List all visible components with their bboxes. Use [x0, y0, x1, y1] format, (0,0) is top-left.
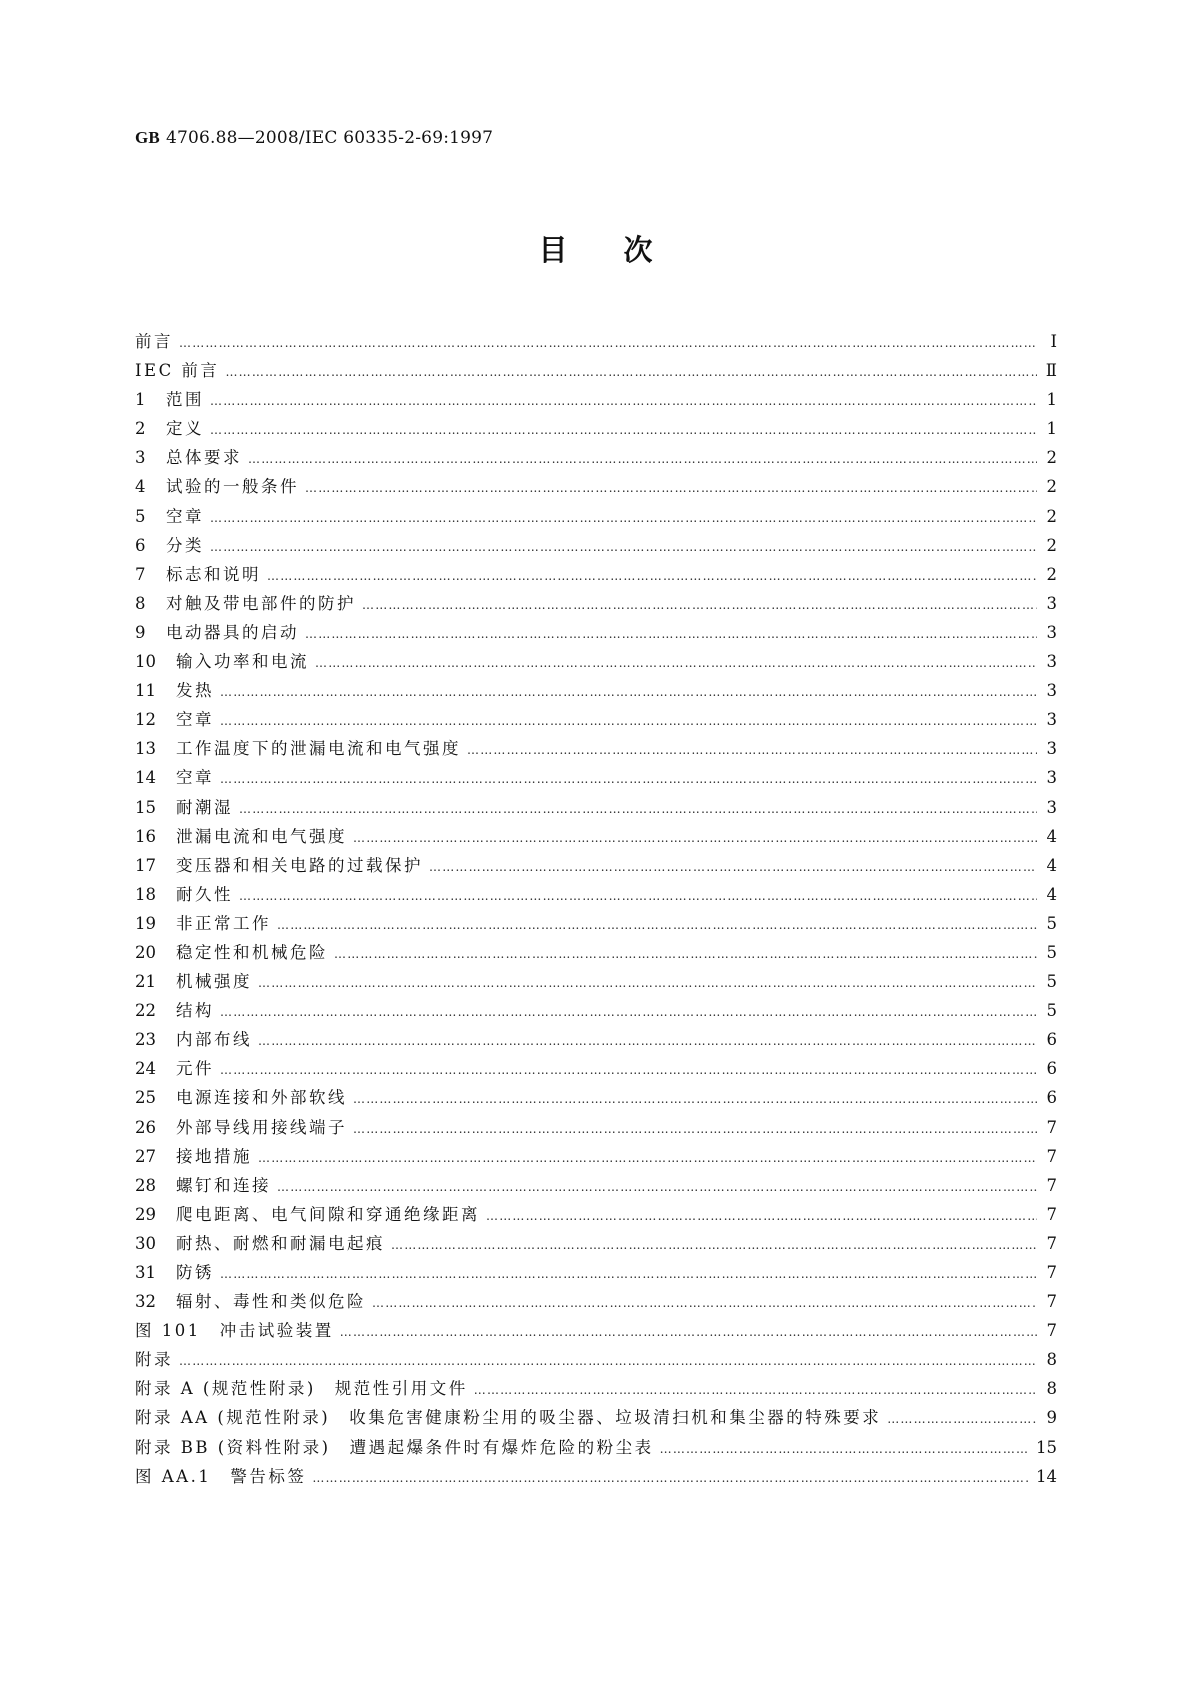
toc-entry[interactable]: [135, 852, 1057, 881]
page-title: 目次: [538, 233, 709, 267]
toc-entry-number: 17: [135, 855, 156, 875]
toc-entry[interactable]: [135, 997, 1057, 1026]
toc-entry-number: 27: [135, 1146, 156, 1166]
toc-entry-page: 4: [1046, 884, 1057, 904]
toc-entry[interactable]: [135, 823, 1057, 852]
toc-entry-page: 6: [1046, 1030, 1057, 1050]
toc-entry-page: 3: [1046, 710, 1057, 730]
toc-entry-page: 7: [1046, 1321, 1057, 1341]
toc-entry[interactable]: [135, 1404, 1057, 1433]
toc-entry-page: 1: [1046, 419, 1057, 439]
toc-entry-page: 6: [1046, 1059, 1057, 1079]
toc-leader-dots: [353, 1092, 1037, 1106]
toc-entry[interactable]: [135, 473, 1057, 502]
toc-entry-page: 7: [1046, 1263, 1057, 1282]
toc-entry-label: 结构: [176, 1001, 214, 1021]
toc-entry-label: 螺钉和连接: [176, 1175, 271, 1195]
standard-code: GB: [135, 128, 160, 147]
toc-entry-label: 泄漏电流和电气强度: [176, 826, 347, 846]
toc-entry-page: 3: [1046, 652, 1057, 672]
toc-leader-dots: [267, 569, 1037, 583]
toc-entry[interactable]: [135, 794, 1057, 823]
toc-entry-label: 电动器具的启动: [166, 622, 299, 642]
toc-entry[interactable]: [135, 968, 1057, 997]
toc-entry-label: 对触及带电部件的防护: [166, 593, 356, 613]
toc-leader-dots: [340, 1325, 1037, 1339]
toc-entry[interactable]: [135, 1259, 1057, 1288]
toc-entry-number: 20: [135, 942, 156, 962]
toc-entry-page: 3: [1046, 622, 1057, 642]
toc-entry-number: 5: [135, 506, 146, 526]
toc-leader-dots: [305, 481, 1037, 495]
toc-entry-number: 8: [135, 593, 146, 613]
toc-entry-label: 标志和说明: [166, 564, 261, 584]
toc-entry[interactable]: [135, 1346, 1057, 1375]
toc-entry-number: 28: [135, 1175, 156, 1195]
toc-entry-number: 6: [135, 535, 146, 555]
toc-entry-label: 附录: [135, 1350, 173, 1370]
standard-designation: 4706.88—2008/IEC 60335-2-69:1997: [165, 128, 494, 148]
toc-entry[interactable]: [135, 1434, 1057, 1463]
toc-entry-number: 16: [135, 826, 156, 846]
toc-entry-page: 5: [1046, 913, 1057, 933]
toc-entry-page: 3: [1046, 739, 1057, 759]
toc-entry-page: 8: [1046, 1379, 1057, 1399]
toc-entry-number: 2: [135, 419, 146, 439]
toc-entry-label: 元件: [176, 1059, 214, 1079]
toc-leader-dots: [210, 540, 1037, 554]
toc-entry-page: 14: [1036, 1466, 1057, 1486]
toc-entry-label: 耐热、耐燃和耐漏电起痕: [176, 1233, 385, 1253]
toc-leader-dots: [239, 889, 1037, 903]
toc-entry-number: 7: [135, 564, 146, 584]
toc-leader-dots: [467, 743, 1037, 757]
toc-entry-label: 图 AA.1 警告标签: [135, 1466, 307, 1486]
toc-entry-page: 4: [1046, 826, 1057, 846]
toc-leader-dots: [220, 772, 1037, 786]
toc-entry-label: 耐久性: [176, 884, 233, 904]
toc-leader-dots: [362, 598, 1037, 612]
toc-entry[interactable]: [135, 1288, 1057, 1317]
toc-leader-dots: [305, 627, 1037, 641]
toc-entry[interactable]: [135, 939, 1057, 968]
toc-entry-label: 分类: [166, 535, 204, 555]
toc-entry-label: 机械强度: [176, 972, 252, 992]
toc-leader-dots: [220, 1267, 1037, 1281]
toc-entry-label: 非正常工作: [176, 913, 271, 933]
toc-leader-dots: [486, 1209, 1037, 1223]
toc-entry[interactable]: [135, 764, 1057, 793]
toc-entry-number: 9: [135, 622, 146, 642]
toc-entry-page: 7: [1046, 1146, 1057, 1166]
toc-entry-label: 总体要求: [166, 448, 242, 468]
toc-entry-label: 前言: [135, 332, 173, 351]
toc-leader-dots: [225, 365, 1037, 379]
toc-leader-dots: [210, 394, 1037, 408]
toc-entry-label: 附录 A (规范性附录) 规范性引用文件: [135, 1379, 468, 1399]
toc-leader-dots: [277, 918, 1037, 932]
toc-entry-page: 5: [1046, 1001, 1057, 1021]
toc-entry-label: 内部布线: [176, 1030, 252, 1050]
toc-entry-label: 接地措施: [176, 1146, 252, 1166]
toc-leader-dots: [179, 1354, 1037, 1368]
toc-entry-number: 24: [135, 1059, 156, 1079]
toc-entry-number: 10: [135, 652, 156, 672]
toc-entry[interactable]: [135, 1317, 1057, 1346]
toc-entry-number: 29: [135, 1204, 156, 1224]
toc-entry-page: 2: [1046, 535, 1057, 555]
toc-leader-dots: [660, 1442, 1028, 1456]
toc-entry-page: 8: [1046, 1350, 1057, 1370]
toc-entry-page: 6: [1046, 1088, 1057, 1108]
toc-entry[interactable]: [135, 503, 1057, 532]
toc-entry-page: 5: [1046, 942, 1057, 962]
toc-entry-number: 26: [135, 1117, 156, 1137]
toc-leader-dots: [220, 685, 1037, 699]
toc-entry-label: 附录 AA (规范性附录) 收集危害健康粉尘用的吸尘器、垃圾清扫机和集尘器的特殊要求: [135, 1408, 882, 1428]
toc-leader-dots: [887, 1412, 1037, 1426]
toc-entry[interactable]: [135, 735, 1057, 764]
toc-entry[interactable]: [135, 532, 1057, 561]
toc-entry-number: 25: [135, 1088, 156, 1108]
toc-leader-dots: [429, 860, 1037, 874]
toc-entry[interactable]: [135, 1230, 1057, 1259]
toc-entry-label: 工作温度下的泄漏电流和电气强度: [176, 739, 461, 759]
toc-entry[interactable]: [135, 1201, 1057, 1230]
toc-leader-dots: [312, 1471, 1028, 1485]
toc-entry[interactable]: [135, 1084, 1057, 1113]
toc-entry-page: 9: [1046, 1408, 1057, 1428]
toc-entry-page: 2: [1046, 564, 1057, 584]
toc-entry-number: 1: [135, 390, 146, 410]
toc-entry[interactable]: [135, 415, 1057, 444]
toc-leader-dots: [179, 336, 1037, 350]
toc-entry-page: Ⅱ: [1045, 361, 1057, 381]
toc-entry-label: 耐潮湿: [176, 797, 233, 817]
toc-entry-number: 12: [135, 710, 156, 730]
toc-leader-dots: [210, 511, 1037, 525]
toc-entry[interactable]: [135, 648, 1057, 677]
toc-entry-number: 15: [135, 797, 156, 817]
toc-entry-number: 19: [135, 913, 156, 933]
toc-entry-page: 15: [1036, 1437, 1057, 1457]
toc-entry-page: 3: [1046, 593, 1057, 613]
toc-entry[interactable]: [135, 706, 1057, 735]
toc-entry-page: 2: [1046, 506, 1057, 526]
toc-entry-page: 2: [1046, 448, 1057, 468]
toc-entry[interactable]: [135, 619, 1057, 648]
toc-entry-number: 30: [135, 1233, 156, 1253]
toc-entry-label: 稳定性和机械危险: [176, 942, 328, 962]
toc-entry[interactable]: [135, 1026, 1057, 1055]
toc-entry-page: 7: [1046, 1117, 1057, 1137]
toc-entry-label: IEC 前言: [135, 361, 220, 381]
toc-entry-number: 18: [135, 884, 156, 904]
toc-entry[interactable]: [135, 444, 1057, 473]
toc-entry-label: 爬电距离、电气间隙和穿通绝缘距离: [176, 1204, 480, 1224]
toc-leader-dots: [258, 976, 1037, 990]
toc-entry-page: 4: [1046, 855, 1057, 875]
toc-entry[interactable]: [135, 1375, 1057, 1404]
toc-entry[interactable]: [135, 590, 1057, 619]
toc-leader-dots: [474, 1383, 1037, 1397]
toc-leader-dots: [353, 1122, 1037, 1136]
toc-leader-dots: [258, 1151, 1037, 1165]
toc-leader-dots: [372, 1296, 1037, 1310]
toc-entry-number: 13: [135, 739, 156, 759]
toc-entry-label: 附录 BB (资料性附录) 遭遇起爆条件时有爆炸危险的粉尘表: [135, 1437, 654, 1457]
toc-entry-page: 2: [1046, 477, 1057, 497]
toc-entry[interactable]: [135, 1114, 1057, 1143]
toc-entry-label: 输入功率和电流: [176, 652, 309, 672]
toc-entry-page: 3: [1046, 681, 1057, 701]
toc-entry-number: 4: [135, 477, 146, 497]
toc-entry-label: 范围: [166, 390, 204, 410]
toc-entry-page: 5: [1046, 972, 1057, 992]
toc-entry-page: 7: [1046, 1292, 1057, 1312]
toc-entry-label: 辐射、毒性和类似危险: [176, 1292, 366, 1312]
toc-entry[interactable]: [135, 910, 1057, 939]
toc-entry[interactable]: [135, 1463, 1057, 1492]
toc-entry-number: 22: [135, 1001, 156, 1021]
toc-entry[interactable]: [135, 386, 1057, 415]
toc-entry-number: 32: [135, 1292, 156, 1312]
toc-entry-label: 空章: [166, 506, 204, 526]
toc-leader-dots: [239, 802, 1037, 816]
table-of-contents: [135, 328, 1057, 1492]
toc-entry[interactable]: [135, 881, 1057, 910]
toc-entry-number: 3: [135, 448, 146, 468]
toc-entry-page: 7: [1046, 1175, 1057, 1195]
toc-leader-dots: [220, 1005, 1037, 1019]
toc-entry[interactable]: [135, 1172, 1057, 1201]
toc-entry[interactable]: [135, 357, 1057, 386]
toc-entry-label: 防锈: [176, 1263, 214, 1282]
toc-entry-number: 31: [135, 1263, 156, 1282]
toc-entry-label: 定义: [166, 419, 204, 439]
toc-entry[interactable]: [135, 328, 1057, 357]
toc-leader-dots: [210, 423, 1037, 437]
toc-entry-label: 空章: [176, 768, 214, 788]
toc-entry[interactable]: [135, 1055, 1057, 1084]
toc-entry-page: 7: [1046, 1204, 1057, 1224]
toc-entry-label: 发热: [176, 681, 214, 701]
toc-entry-label: 图 101 冲击试验装置: [135, 1321, 334, 1341]
toc-entry-page: 7: [1046, 1233, 1057, 1253]
toc-entry-number: 23: [135, 1030, 156, 1050]
toc-entry-page: Ⅰ: [1050, 332, 1057, 351]
toc-leader-dots: [248, 452, 1037, 466]
toc-leader-dots: [258, 1034, 1037, 1048]
toc-leader-dots: [315, 656, 1037, 670]
toc-entry-number: 14: [135, 768, 156, 788]
toc-leader-dots: [391, 1238, 1037, 1252]
toc-entry-number: 21: [135, 972, 156, 992]
toc-entry-page: 3: [1046, 768, 1057, 788]
toc-entry[interactable]: [135, 677, 1057, 706]
toc-entry-label: 试验的一般条件: [166, 477, 299, 497]
toc-entry-label: 外部导线用接线端子: [176, 1117, 347, 1137]
toc-entry-label: 变压器和相关电路的过载保护: [176, 855, 423, 875]
toc-entry-label: 空章: [176, 710, 214, 730]
toc-entry-label: 电源连接和外部软线: [176, 1088, 347, 1108]
toc-leader-dots: [353, 831, 1037, 845]
toc-entry-page: 1: [1046, 390, 1057, 410]
toc-entry-number: 11: [135, 681, 156, 701]
toc-entry-page: 3: [1046, 797, 1057, 817]
toc-leader-dots: [277, 1180, 1037, 1194]
standard-header: [135, 128, 493, 148]
toc-leader-dots: [220, 714, 1037, 728]
toc-entry[interactable]: [135, 561, 1057, 590]
toc-leader-dots: [220, 1063, 1037, 1077]
toc-entry[interactable]: [135, 1143, 1057, 1172]
toc-leader-dots: [334, 947, 1037, 961]
